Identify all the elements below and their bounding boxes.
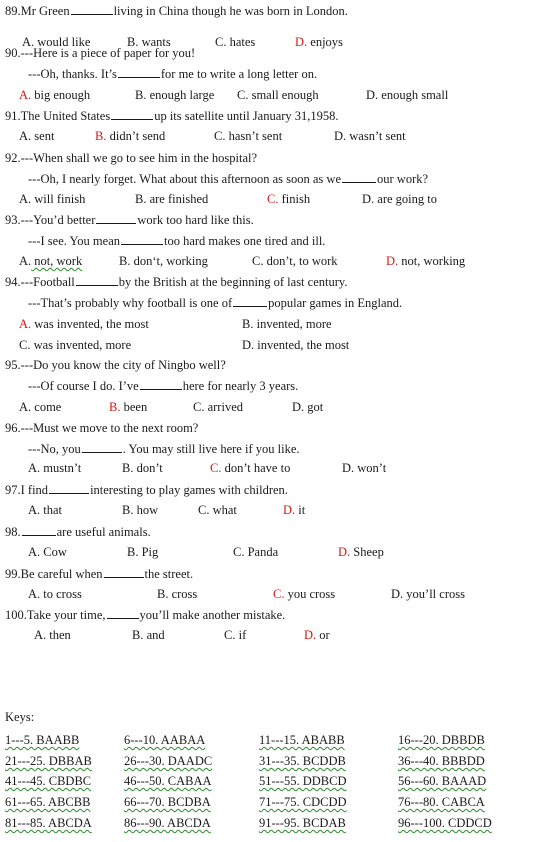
- answer-option: [283, 503, 305, 518]
- answer-blank: [121, 233, 163, 245]
- answer-option: [386, 254, 465, 269]
- option-text: invented, more: [253, 317, 332, 331]
- option-text: will finish: [31, 192, 86, 206]
- stem-text: Take your time,: [26, 608, 106, 622]
- answer-option: [157, 587, 197, 602]
- option-text: Panda: [244, 545, 279, 559]
- answer-option: [267, 192, 310, 207]
- option-letter: B.: [127, 545, 139, 559]
- option-text: finish: [278, 192, 311, 206]
- answer-key: 81---85. ABCDA: [5, 816, 92, 830]
- option-text: cross: [168, 587, 198, 601]
- option-letter: C.: [233, 545, 245, 559]
- option-letter: B.: [122, 503, 134, 517]
- option-text: wants: [138, 35, 171, 49]
- question-stem-reply: [28, 441, 300, 457]
- option-letter: D.: [304, 628, 317, 642]
- option-letter: C.: [224, 628, 236, 642]
- answer-option: [28, 503, 62, 518]
- question-stem-reply: [28, 66, 317, 82]
- question-number: 100.: [5, 608, 27, 622]
- stem-text: Mr Green: [20, 4, 70, 18]
- answer-key: 91---95. BCDAB: [259, 816, 346, 830]
- stem-text: living in China though he was born in London.: [113, 4, 348, 18]
- answer-key: 71---75. CDCDD: [259, 795, 347, 809]
- answer-option: [34, 628, 71, 643]
- answer-option: [338, 545, 384, 560]
- stem-text: ---Do you know the city of Ningbo well?: [20, 358, 226, 372]
- option-letter: D.: [292, 400, 305, 414]
- question-number: 91.: [5, 109, 21, 123]
- answer-blank: [76, 274, 118, 286]
- stem-text: by the British at the beginning of last century.: [118, 275, 348, 289]
- option-letter: A.: [34, 628, 47, 642]
- option-letter: A.: [28, 545, 41, 559]
- answer-key: 6---10. AABAA: [124, 733, 206, 747]
- option-text: Pig: [138, 545, 159, 559]
- option-text: are going to: [374, 192, 437, 206]
- stem-text: up its satellite until January 31,1958.: [154, 109, 339, 123]
- option-letter: D.: [362, 192, 375, 206]
- stem-text: for me to write a long letter on.: [160, 67, 318, 81]
- option-letter: C.: [273, 587, 285, 601]
- answer-blank: [111, 108, 153, 120]
- option-text: big enough: [31, 88, 91, 102]
- answer-option: [273, 587, 335, 602]
- question-stem: [5, 482, 288, 498]
- answer-blank: [96, 212, 136, 224]
- option-letter: B.: [132, 628, 144, 642]
- stem-text: ---Must we move to the next room?: [20, 421, 199, 435]
- stem-text: ---When shall we go to see him in the hospital?: [20, 151, 258, 165]
- stem-text: ---Football: [20, 275, 75, 289]
- stem-text: you’ll make another mistake.: [139, 608, 286, 622]
- option-text: come: [31, 400, 62, 414]
- answer-option: [122, 503, 158, 518]
- option-letter: D.: [295, 35, 308, 49]
- option-text: and: [143, 628, 165, 642]
- answer-option: [19, 254, 82, 269]
- answer-option: [19, 338, 131, 353]
- answer-option: [198, 503, 237, 518]
- stem-text: ---That’s probably why football is one of: [28, 296, 233, 310]
- question-number: 90.: [5, 46, 21, 60]
- answer-key: 36---40. BBBDD: [398, 754, 485, 768]
- option-letter: C.: [198, 503, 210, 517]
- question-number: 94.: [5, 275, 21, 289]
- answer-key: 61---65. ABCBB: [5, 795, 91, 809]
- option-text: didn’t send: [106, 129, 166, 143]
- answer-option: [210, 461, 290, 476]
- question-stem: [5, 607, 285, 623]
- option-text: arrived: [204, 400, 243, 414]
- stem-text: Be careful when: [20, 567, 103, 581]
- option-text: sent: [31, 129, 55, 143]
- answer-option: [122, 461, 163, 476]
- option-text: enough large: [146, 88, 215, 102]
- answer-option: [233, 545, 278, 560]
- answer-option: [119, 254, 208, 269]
- option-letter: C.: [237, 88, 249, 102]
- answer-key: 1---5. BAABB: [5, 733, 80, 747]
- option-letter: C.: [252, 254, 264, 268]
- option-text: don‘t, working: [130, 254, 208, 268]
- option-text: you cross: [284, 587, 336, 601]
- stem-text: too hard makes one tired and ill.: [164, 234, 326, 248]
- question-stem: [5, 357, 226, 373]
- option-text: was invented, more: [30, 338, 132, 352]
- stem-text: The United States: [20, 109, 111, 123]
- question-stem: [5, 420, 198, 436]
- question-stem-reply: [28, 378, 298, 394]
- answer-key: 16---20. DBBDB: [398, 733, 485, 747]
- stem-text: ---Oh, I nearly forget. What about this afternoon as soon as we: [28, 172, 341, 186]
- option-text: what: [209, 503, 237, 517]
- stem-text: are useful animals.: [56, 525, 151, 539]
- answer-option: [19, 192, 85, 207]
- answer-blank: [22, 524, 56, 536]
- option-letter: D.: [366, 88, 379, 102]
- option-letter: A.: [19, 192, 32, 206]
- question-stem-reply: [28, 295, 402, 311]
- answer-key: 86---90. ABCDA: [124, 816, 211, 830]
- option-text: wasn’t sent: [346, 129, 406, 143]
- stem-text: interesting to play games with children.: [90, 483, 288, 497]
- option-letter: A.: [28, 503, 41, 517]
- question-number: 96.: [5, 421, 21, 435]
- option-letter: A.: [28, 587, 41, 601]
- answer-blank: [71, 3, 113, 15]
- question-number: 97.: [5, 483, 21, 497]
- option-letter: B.: [242, 317, 254, 331]
- option-text: then: [46, 628, 71, 642]
- question-number: 93.: [5, 213, 21, 227]
- answer-option: [28, 461, 81, 476]
- answer-option: [362, 192, 437, 207]
- answer-option: [342, 461, 386, 476]
- answer-option: [366, 88, 448, 103]
- answer-option: [292, 400, 323, 415]
- option-letter: B.: [127, 35, 139, 49]
- answer-blank: [140, 378, 182, 390]
- answer-key: 51---55. DDBCD: [259, 774, 347, 788]
- answer-key: 96---100. CDDCD: [398, 816, 492, 830]
- option-letter: A.: [19, 88, 32, 102]
- answer-option: [109, 400, 147, 415]
- question-stem-reply: [28, 171, 428, 187]
- answer-blank: [49, 482, 89, 494]
- option-text: small enough: [248, 88, 319, 102]
- option-letter: A.: [19, 400, 32, 414]
- answer-option: [95, 129, 165, 144]
- answer-blank: [342, 171, 376, 183]
- answer-option: [295, 35, 343, 50]
- answer-key: 76---80. CABCA: [398, 795, 485, 809]
- option-text: got: [304, 400, 324, 414]
- answer-key: 26---30. DAADC: [124, 754, 213, 768]
- answer-key: 21---25. DBBAB: [5, 754, 92, 768]
- answer-option: [242, 317, 332, 332]
- option-letter: A.: [19, 254, 32, 268]
- option-text: that: [40, 503, 63, 517]
- option-text: hasn’t sent: [225, 129, 283, 143]
- question-number: 95.: [5, 358, 21, 372]
- option-text: hates: [226, 35, 256, 49]
- answer-option: [28, 587, 82, 602]
- answer-option: [391, 587, 465, 602]
- stem-text: work too hard like this.: [137, 213, 254, 227]
- option-text: not, work: [31, 254, 83, 268]
- question-stem: [5, 108, 339, 124]
- option-letter: B.: [157, 587, 169, 601]
- option-text: mustn’t: [40, 461, 82, 475]
- question-number: 92.: [5, 151, 21, 165]
- answer-option: [19, 88, 90, 103]
- option-text: Cow: [40, 545, 67, 559]
- answer-option: [19, 400, 61, 415]
- option-letter: D.: [386, 254, 399, 268]
- option-letter: A.: [19, 317, 32, 331]
- stem-text: . You may still live here if you like.: [122, 442, 300, 456]
- option-text: how: [133, 503, 159, 517]
- answer-blank: [233, 295, 267, 307]
- option-text: enjoys: [307, 35, 343, 49]
- option-letter: B.: [119, 254, 131, 268]
- stem-text: ---Oh, thanks. It’s: [28, 67, 117, 81]
- keys-label: Keys:: [5, 710, 35, 724]
- answer-blank: [118, 66, 160, 78]
- option-letter: D.: [342, 461, 355, 475]
- answer-key: 41---45. CBDBC: [5, 774, 92, 788]
- option-letter: D.: [334, 129, 347, 143]
- question-number: 89.: [5, 4, 21, 18]
- answer-option: [252, 254, 338, 269]
- option-text: you’ll cross: [403, 587, 465, 601]
- option-letter: D.: [391, 587, 404, 601]
- answer-blank: [104, 566, 144, 578]
- question-stem-reply: [28, 233, 325, 249]
- option-text: or: [316, 628, 330, 642]
- stem-text: ---No, you: [28, 442, 81, 456]
- stem-text: I find: [20, 483, 49, 497]
- option-text: enough small: [378, 88, 449, 102]
- option-text: don’t have to: [221, 461, 291, 475]
- question-number: 99.: [5, 567, 21, 581]
- question-stem: [5, 212, 254, 228]
- stem-text: here for nearly 3 years.: [182, 379, 299, 393]
- option-letter: A.: [19, 129, 32, 143]
- option-letter: B.: [95, 129, 107, 143]
- stem-text: our work?: [377, 172, 429, 186]
- answer-blank: [82, 441, 122, 453]
- option-text: to cross: [40, 587, 82, 601]
- answer-key: 31---35. BCDDB: [259, 754, 346, 768]
- answer-option: [224, 628, 246, 643]
- answer-option: [334, 129, 406, 144]
- question-stem: [5, 524, 151, 540]
- option-letter: B.: [109, 400, 121, 414]
- answer-option: [19, 129, 54, 144]
- answer-option: [132, 628, 165, 643]
- answer-option: [304, 628, 330, 643]
- stem-text: the street.: [144, 567, 194, 581]
- option-letter: C.: [210, 461, 222, 475]
- option-text: don’t: [133, 461, 163, 475]
- answer-option: [237, 88, 319, 103]
- answer-option: [135, 192, 208, 207]
- option-text: was invented, the most: [31, 317, 149, 331]
- answer-option: [214, 129, 282, 144]
- option-text: don’t, to work: [263, 254, 338, 268]
- option-letter: A.: [28, 461, 41, 475]
- option-letter: D.: [242, 338, 255, 352]
- answer-blank: [107, 607, 139, 619]
- answer-option: [242, 338, 349, 353]
- question-stem: [5, 45, 195, 61]
- question-stem: [5, 566, 193, 582]
- option-letter: D.: [338, 545, 351, 559]
- option-text: are finished: [146, 192, 209, 206]
- option-text: it: [295, 503, 306, 517]
- option-text: Sheep: [350, 545, 384, 559]
- answer-option: [19, 317, 149, 332]
- option-text: won’t: [354, 461, 387, 475]
- answer-option: [135, 88, 214, 103]
- answer-key: 66---70. BCDBA: [124, 795, 211, 809]
- answer-key: 56---60. BAAAD: [398, 774, 487, 788]
- option-text: if: [235, 628, 247, 642]
- option-letter: B.: [135, 88, 147, 102]
- question-stem: [5, 3, 348, 19]
- answer-option: [28, 545, 67, 560]
- stem-text: ---You’d better: [20, 213, 96, 227]
- option-text: been: [120, 400, 148, 414]
- option-letter: C.: [193, 400, 205, 414]
- option-text: would like: [34, 35, 91, 49]
- answer-key: 46---50. CABAA: [124, 774, 212, 788]
- option-text: not, working: [398, 254, 466, 268]
- option-letter: C.: [267, 192, 279, 206]
- question-stem: [5, 150, 257, 166]
- option-letter: C.: [215, 35, 227, 49]
- option-letter: D.: [283, 503, 296, 517]
- option-text: invented, the most: [254, 338, 350, 352]
- stem-text: ---I see. You mean: [28, 234, 120, 248]
- option-letter: B.: [122, 461, 134, 475]
- option-letter: C.: [214, 129, 226, 143]
- option-letter: C.: [19, 338, 31, 352]
- stem-text: ---Of course I do. I’ve: [28, 379, 139, 393]
- stem-text: popular games in England.: [268, 296, 403, 310]
- option-letter: A.: [22, 35, 35, 49]
- option-letter: B.: [135, 192, 147, 206]
- question-number: 98.: [5, 525, 21, 539]
- answer-option: [127, 545, 158, 560]
- stem-text: ---Here is a piece of paper for you!: [20, 46, 196, 60]
- answer-option: [215, 35, 255, 50]
- answer-key: 11---15. ABABB: [259, 733, 345, 747]
- answer-option: [193, 400, 243, 415]
- question-stem: [5, 274, 347, 290]
